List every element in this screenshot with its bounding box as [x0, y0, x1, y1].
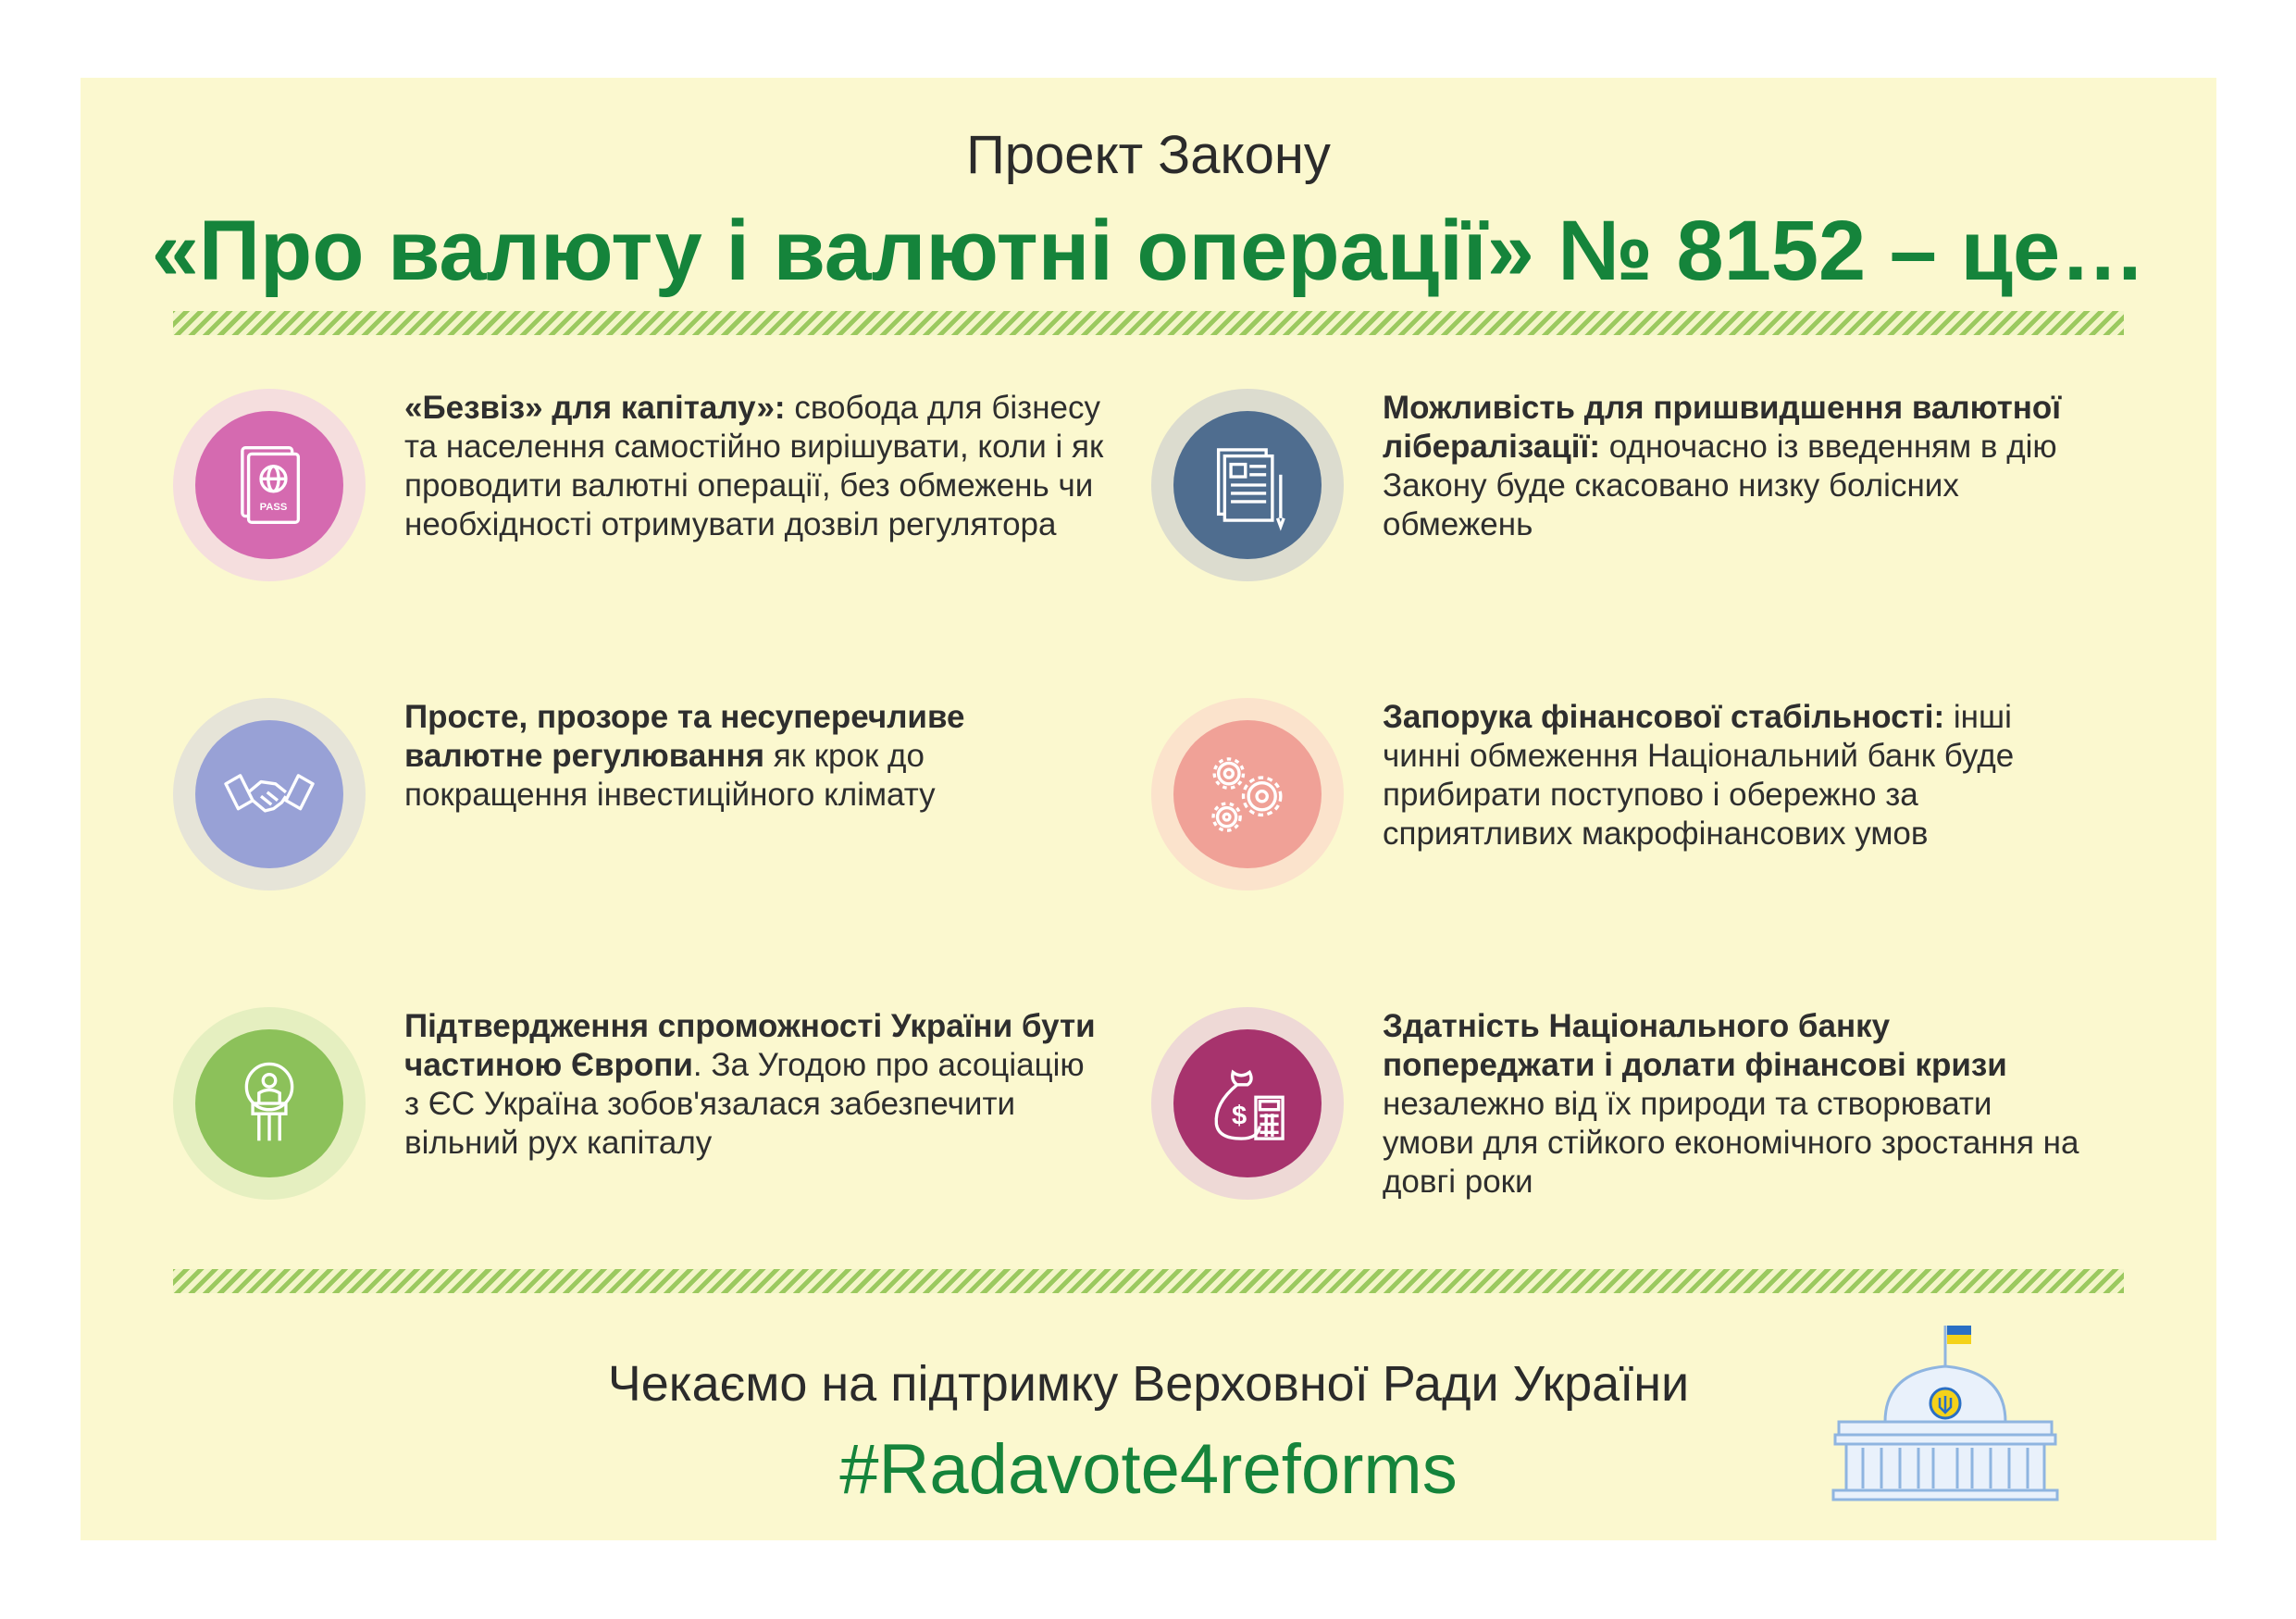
item-heading: Просте, прозоре та несуперечливе валютне регулювання — [404, 699, 965, 774]
gears-icon — [1173, 720, 1322, 868]
item-heading: Здатність Національного банку попереджати і долати фінансові кризи — [1383, 1008, 2007, 1083]
icon-halo — [173, 1007, 366, 1200]
infographic-card — [81, 78, 2216, 1540]
parliament-building-icon — [1830, 1318, 2061, 1503]
icon-halo — [173, 389, 366, 581]
divider-bottom — [173, 1269, 2124, 1293]
speaker-icon — [195, 1029, 343, 1177]
item-text — [1383, 389, 2086, 544]
hashtag-link[interactable]: #Radavote4reforms — [839, 1430, 1458, 1509]
svg-text:$: $ — [1231, 1101, 1247, 1131]
item-body: як крок до покращення інвестиційного клімату — [404, 738, 936, 813]
item-heading: Можливість для пришвидшення валютної лібералізації: — [1383, 390, 2062, 465]
item-text — [404, 389, 1108, 544]
icon-halo — [1151, 698, 1344, 890]
handshake-icon — [195, 720, 343, 868]
item-body: свобода для бізнесу та населення самостійно вирішувати, коли і як проводити валютні операції, без обмежень чи необхідності отримувати дозвіл регулятора — [404, 390, 1104, 542]
pre-title: Проект Закону — [966, 125, 1331, 185]
item-body: . За Угодою про асоціацію з ЄС Україна зобов'язалася забезпечити вільний рух капіталу — [404, 1047, 1085, 1161]
item-text — [404, 1007, 1108, 1163]
page-title: «Про валюту і валютні операції» № 8152 – це… — [151, 204, 2146, 298]
item-body: інші чинні обмеження Національний банк буде прибирати поступово і обережно за сприятливих макрофінансових умов — [1383, 699, 2015, 852]
divider-top — [173, 311, 2124, 335]
passport-icon — [195, 411, 343, 559]
document-icon — [1173, 411, 1322, 559]
item-heading: «Безвіз» для капіталу»: — [404, 390, 786, 426]
item-heading: Запорука фінансової стабільності: — [1383, 699, 1945, 735]
icon-halo — [1151, 1007, 1344, 1200]
item-text — [404, 698, 1108, 815]
svg-text:PASS: PASS — [259, 501, 288, 513]
item-text — [1383, 1007, 2086, 1202]
item-text — [1383, 698, 2086, 853]
item-body: одночасно із введенням в дію Закону буде скасовано низку болісних обмежень — [1383, 429, 2057, 542]
item-body: незалежно від їх природи та створювати умови для стійкого економічного зростання на довгі роки — [1383, 1086, 2079, 1200]
item-heading: Підтвердження спроможності України бути частиною Європи — [404, 1008, 1096, 1083]
icon-halo — [173, 698, 366, 890]
icon-halo — [1151, 389, 1344, 581]
money-bag-icon — [1173, 1029, 1322, 1177]
footer-call: Чекаємо на підтримку Верховної Ради України — [607, 1356, 1690, 1412]
